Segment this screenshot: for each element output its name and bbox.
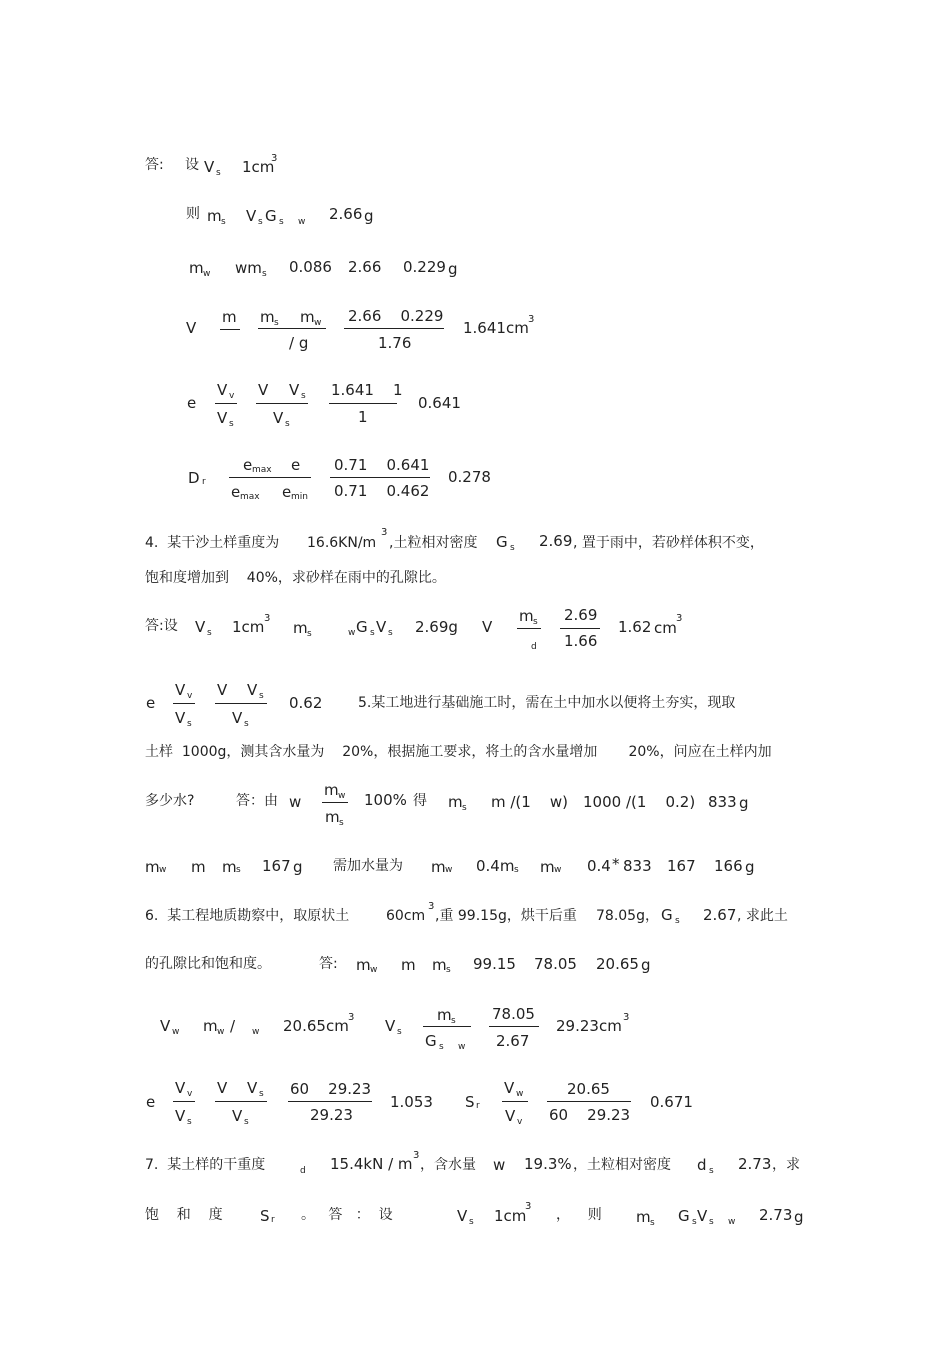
fraction-bar [344,328,444,329]
symbol: V [232,709,243,727]
symbol: G [265,207,277,225]
fraction-numerator: 20.65 [567,1080,610,1098]
subscript: s [244,1117,249,1127]
unit: cm [654,619,677,637]
fraction-denominator: / g [289,334,309,352]
symbol: w [289,793,302,811]
symbol: S [465,1093,475,1111]
question-text: 的孔隙比和饱和度。 [145,956,271,972]
symbol: V [258,381,269,399]
subscript: s [279,217,284,227]
answer-label: 答:设 [145,618,178,634]
text: ， 则 [556,1207,602,1223]
fraction-numerator: 2.66 0.229 [348,307,444,325]
subscript: w [338,791,346,801]
question-text: 饱和度增加到 40%，求砂样在雨中的孔隙比。 [145,570,446,586]
superscript: 3 [413,1150,420,1161]
subscript: s [469,1217,474,1227]
subscript: s [510,543,515,553]
subscript: s [236,865,241,875]
value: 2.66 [329,205,363,223]
result: 20.65 [596,955,639,973]
subscript: w [252,1027,260,1037]
fraction-bar [215,703,267,704]
symbol: V [217,409,228,427]
question-text: , 置于雨中，若砂样体积不变， [573,535,764,551]
symbol: m [431,858,446,876]
fraction-numerator: 78.05 [492,1005,535,1023]
symbol: V [160,1017,171,1035]
value: 2.66 [348,258,382,276]
symbol: m [325,808,340,826]
value: 1cm [494,1207,527,1225]
subscript: s [462,803,467,813]
symbol: d [697,1156,707,1174]
symbol: V [186,319,197,337]
symbol: m [356,956,371,974]
fraction-bar [423,1026,471,1027]
symbol: V [482,618,493,636]
result: 1.62 [618,618,652,636]
symbol: V [175,1107,186,1125]
fraction-denominator: 1 [358,408,368,426]
value: 20.65cm [283,1017,349,1035]
fraction-numerator: 0.71 0.641 [334,456,430,474]
value: 15.4kN / m [330,1155,413,1173]
symbol: G [678,1207,690,1225]
subscript: s [244,719,249,729]
symbol: m [207,207,222,225]
value: 99.15 [473,955,516,973]
symbol: V [247,681,258,699]
subscript: max [240,492,260,502]
unit: g [364,207,374,225]
subscript: w [217,1027,225,1037]
superscript: 3 [525,1201,532,1212]
subscript: r [202,477,206,487]
fraction-bar [173,1101,195,1102]
superscript: 3 [381,527,388,538]
subscript: w [298,217,306,227]
subscript: w [445,865,453,875]
question-text: , 求此土 [737,908,788,924]
result: 833 [708,793,737,811]
symbol: V [376,618,387,636]
symbol: e [187,394,197,412]
text: 需加水量为 [333,858,403,874]
symbol: e [243,456,253,474]
symbol: V [273,409,284,427]
fraction-denominator: 60 29.23 [549,1106,631,1124]
subscript: d [300,1166,306,1176]
result: 166 [714,857,743,875]
symbol: m [401,956,416,974]
fraction-bar [220,329,240,330]
unit: g [448,260,458,278]
superscript: 3 [528,314,535,325]
subscript: w [728,1217,736,1227]
fraction-numerator: 2.69 [564,606,598,624]
question-text: 5.某工地进行基础施工时，需在土中加水以便将土夯实，现取 [358,695,736,711]
symbol: V [504,1079,515,1097]
fraction-bar [330,477,430,478]
subscript: w [516,1089,524,1099]
subscript: s [259,691,264,701]
expression: 1000 /(1 0.2) [583,793,696,811]
result: 0.641 [418,394,461,412]
value: 167 [667,857,696,875]
symbol: m [222,858,237,876]
subscript: s [397,1027,402,1037]
subscript: w [458,1042,466,1052]
symbol: e [146,694,156,712]
subscript: max [252,465,272,475]
subscript: s [650,1218,655,1228]
value: 2.73 [759,1206,793,1224]
question-text: 7. 某土样的干重度 [145,1157,266,1173]
symbol: G [496,533,508,551]
value: 2.69 [539,532,573,550]
question-text: ，求 [772,1157,800,1173]
symbol: S [260,1207,270,1225]
value: 833 [623,857,652,875]
subscript: s [533,617,538,627]
symbol: V [217,681,228,699]
value: 0.086 [289,258,332,276]
result: 0.62 [289,694,323,712]
subscript: s [307,629,312,639]
fraction-bar [215,1101,267,1102]
subscript: v [229,391,235,401]
symbol: e [291,456,301,474]
symbol: m [300,308,315,326]
value: 78.05 [534,955,577,973]
subscript: s [187,719,192,729]
value: 0.229 [403,258,446,276]
value: 78.05g， [596,908,659,924]
symbol: V [385,1017,396,1035]
value: 1cm [232,618,265,636]
question-text: ，含水量 [420,1157,476,1173]
subscript: s [301,391,306,401]
symbol: G [425,1032,437,1050]
result: 29.23cm [556,1017,622,1035]
symbol: m [203,1017,218,1035]
symbol: m [448,793,463,811]
expression: m /(1 w) [491,793,569,811]
subscript: s [258,217,263,227]
subscript: v [517,1117,523,1127]
subscript: s [187,1117,192,1127]
symbol: m [293,619,308,637]
text: 设 [185,157,199,173]
answer-label: 答：由 [236,793,278,809]
fraction-denominator: 2.67 [496,1032,530,1050]
symbol: e [231,483,241,501]
subscript: s [274,318,279,328]
fraction-bar [256,403,308,404]
subscript: s [339,818,344,828]
symbol: V [175,1079,186,1097]
fraction-bar [489,1026,539,1027]
operator: * [612,855,620,873]
subscript: s [709,1166,714,1176]
symbol: m [189,259,204,277]
symbol: V [175,709,186,727]
question-5-text: 土样 1000g，测其含水量为 20%，根据施工要求，将土的含水量增加 20%，问应在土样内加 [145,744,772,760]
subscript: d [531,642,537,652]
symbol: V [175,681,186,699]
subscript: s [229,419,234,429]
value: 2.73 [738,1155,772,1173]
value: 0.4m [476,857,515,875]
value: 2.67 [703,906,737,924]
value: 19.3% [524,1155,572,1173]
answer-label: 。 答 ： 设 [301,1207,393,1223]
symbol: V [247,1079,258,1097]
symbol: m [519,607,534,625]
result: 0.278 [448,468,491,486]
question-text: 饱 和 度 [145,1207,223,1223]
question-text: ,土粒相对密度 [389,535,478,551]
value: 2.69g [415,618,458,636]
subscript: min [291,492,308,502]
value: 0.4 [587,857,611,875]
symbol: e [146,1093,156,1111]
value: 1cm [242,158,275,176]
fraction-bar [560,628,600,629]
symbol: m [636,1208,651,1226]
fraction-bar [215,403,237,404]
answer-label: 答: [319,956,338,972]
subscript: s [446,965,451,975]
superscript: 3 [428,901,435,912]
question-text: 4. 某干沙土样重度为 [145,535,280,551]
subscript: s [259,1089,264,1099]
subscript: s [514,865,519,875]
symbol: m [324,781,339,799]
subscript: r [271,1215,275,1225]
symbol: V [505,1107,516,1125]
fraction-bar [547,1101,631,1102]
subscript: s [221,217,226,227]
fraction-denominator: 29.23 [310,1106,353,1124]
symbol: m [260,308,275,326]
unit: g [739,794,749,812]
subscript: s [216,168,221,178]
symbol: m [540,858,555,876]
symbol: m [191,858,206,876]
subscript: w [159,865,167,875]
symbol: V [697,1207,708,1225]
result: 1.641cm [463,319,529,337]
operator: / [230,1017,236,1035]
symbol: m [432,956,447,974]
symbol: m [437,1006,452,1024]
fraction-bar [329,403,397,404]
result: 1.053 [390,1093,433,1111]
question-text: ，土粒相对密度 [573,1157,671,1173]
fraction-bar [288,1101,372,1102]
question-text: 6. 某工程地质勘察中，取原状土 [145,908,350,924]
fraction-numerator: m [222,308,237,326]
subscript: s [388,628,393,638]
text: 则 [186,206,200,222]
question-text: 多少水? [145,793,195,809]
subscript: s [675,916,680,926]
subscript: s [207,628,212,638]
superscript: 3 [348,1012,355,1023]
symbol: V [217,381,228,399]
symbol: V [195,618,206,636]
symbol: e [282,483,292,501]
subscript: w [172,1027,180,1037]
value: 60cm [386,908,426,924]
symbol: G [356,618,368,636]
fraction-denominator: 1.66 [564,632,598,650]
text: 得 [413,793,427,809]
subscript: w [370,965,378,975]
subscript: w [554,865,562,875]
symbol: V [246,207,257,225]
unit: g [794,1208,804,1226]
fraction-bar [517,628,541,629]
fraction-bar [322,802,348,803]
subscript: s [370,628,375,638]
fraction-numerator: 1.641 1 [331,381,403,399]
result: 0.671 [650,1093,693,1111]
subscript: s [262,269,267,279]
superscript: 3 [271,153,278,164]
superscript: 3 [676,613,683,624]
unit: g [745,858,755,876]
fraction-denominator: 1.76 [378,334,412,352]
symbol: V [204,158,215,176]
unit: g [293,858,303,876]
symbol: V [457,1207,468,1225]
fraction-numerator: 60 29.23 [290,1080,372,1098]
symbol: V [217,1079,228,1097]
subscript: s [439,1042,444,1052]
subscript: v [187,1089,193,1099]
subscript: s [451,1016,456,1026]
superscript: 3 [264,613,271,624]
subscript: r [476,1101,480,1111]
subscript: w [348,628,356,638]
subscript: v [187,691,193,701]
fraction-bar [173,703,195,704]
fraction-bar [502,1101,528,1102]
symbol: G [661,906,673,924]
fraction-bar [229,477,311,478]
answer-label: 答: [145,157,164,173]
symbol: V [232,1107,243,1125]
symbol: m [145,858,160,876]
subscript: s [285,419,290,429]
superscript: 3 [623,1012,630,1023]
question-text: ,重 99.15g，烘干后重 [435,908,577,924]
subscript: s [709,1217,714,1227]
subscript: s [692,1217,697,1227]
symbol: wm [235,259,262,277]
subscript: w [314,318,322,328]
symbol: V [289,381,300,399]
subscript: w [203,269,211,279]
value: 167 [262,857,291,875]
symbol: w [493,1156,506,1174]
fraction-bar [258,328,326,329]
fraction-denominator: 0.71 0.462 [334,482,430,500]
value: 16.6KN/m [307,535,377,551]
symbol: D [188,469,200,487]
unit: g [641,956,651,974]
value: 100% [364,791,407,809]
